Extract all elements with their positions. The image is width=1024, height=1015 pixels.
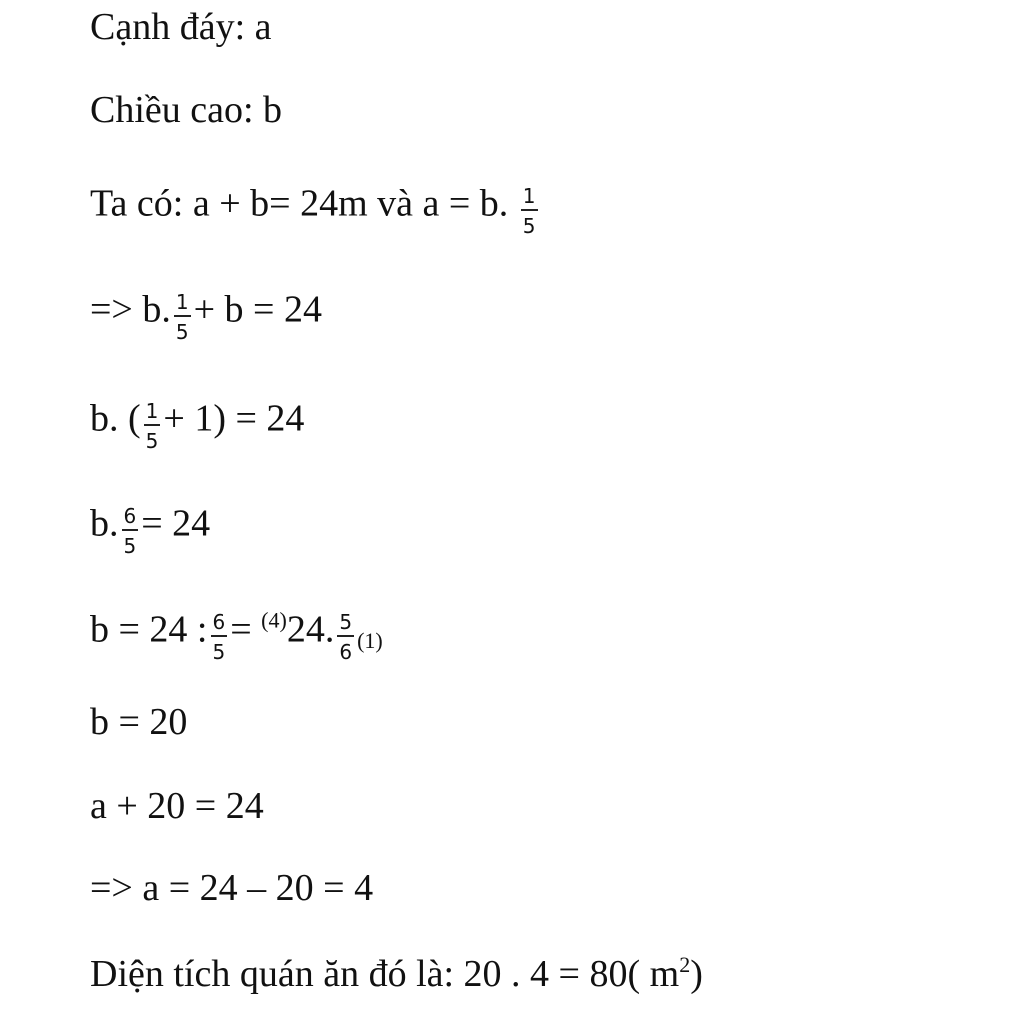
text-height: Chiều cao: b bbox=[90, 89, 283, 131]
text-a-result: => a = 24 – 20 = 4 bbox=[90, 867, 374, 909]
line-a-result bbox=[90, 869, 373, 907]
fraction-one-fifth bbox=[521, 186, 538, 236]
simplify-note-one: (1) bbox=[357, 627, 383, 653]
text-factor-prefix: b. ( bbox=[90, 397, 141, 440]
text-base: Cạnh đáy: a bbox=[90, 6, 272, 48]
line-substitution bbox=[90, 288, 322, 344]
fraction-denominator: 6 bbox=[339, 640, 353, 664]
fraction-five-sixths bbox=[337, 612, 354, 662]
fraction-denominator: 5 bbox=[212, 640, 226, 664]
line-given bbox=[90, 182, 541, 238]
text-given: Ta có: a + b= 24m và a = b. bbox=[90, 182, 509, 225]
line-area bbox=[90, 952, 703, 995]
fraction-numerator: 6 bbox=[211, 612, 228, 637]
line-factor bbox=[90, 397, 305, 453]
text-substitution-suffix: + b = 24 bbox=[193, 288, 322, 331]
line-a-equation bbox=[90, 787, 264, 825]
fraction-one-fifth bbox=[144, 401, 161, 451]
line-division bbox=[90, 607, 383, 664]
simplify-note-four: (4) bbox=[261, 607, 287, 633]
text-b-result: b = 20 bbox=[90, 701, 188, 743]
text-substitution-prefix: => b. bbox=[90, 288, 171, 331]
fraction-six-fifths bbox=[122, 506, 139, 556]
fraction-denominator: 5 bbox=[145, 429, 159, 453]
fraction-one-fifth bbox=[174, 292, 191, 342]
fraction-numerator: 1 bbox=[174, 292, 191, 317]
area-exponent: 2 bbox=[679, 952, 691, 977]
fraction-numerator: 1 bbox=[521, 186, 538, 211]
fraction-denominator: 5 bbox=[175, 320, 189, 344]
text-area-suffix: ) bbox=[690, 953, 703, 995]
text-division-mid: 24. bbox=[286, 608, 335, 651]
fraction-six-fifths bbox=[211, 612, 228, 662]
text-a-equation: a + 20 = 24 bbox=[90, 785, 264, 827]
text-six-fifths-prefix: b. bbox=[90, 502, 119, 545]
fraction-denominator: 5 bbox=[522, 214, 536, 238]
text-factor-suffix: + 1) = 24 bbox=[163, 397, 305, 440]
text-area-prefix: Diện tích quán ăn đó là: 20 . 4 = 80( m bbox=[90, 953, 680, 995]
text-division-prefix: b = 24 : bbox=[90, 608, 208, 651]
line-base-definition bbox=[90, 8, 272, 46]
text-six-fifths-suffix: = 24 bbox=[141, 502, 211, 545]
fraction-denominator: 5 bbox=[123, 534, 137, 558]
fraction-numerator: 1 bbox=[144, 401, 161, 426]
line-b-result bbox=[90, 703, 187, 741]
text-division-equals: = bbox=[230, 608, 252, 651]
line-height-definition bbox=[90, 91, 282, 129]
fraction-numerator: 5 bbox=[337, 612, 354, 637]
line-six-fifths bbox=[90, 502, 211, 558]
fraction-numerator: 6 bbox=[122, 506, 139, 531]
